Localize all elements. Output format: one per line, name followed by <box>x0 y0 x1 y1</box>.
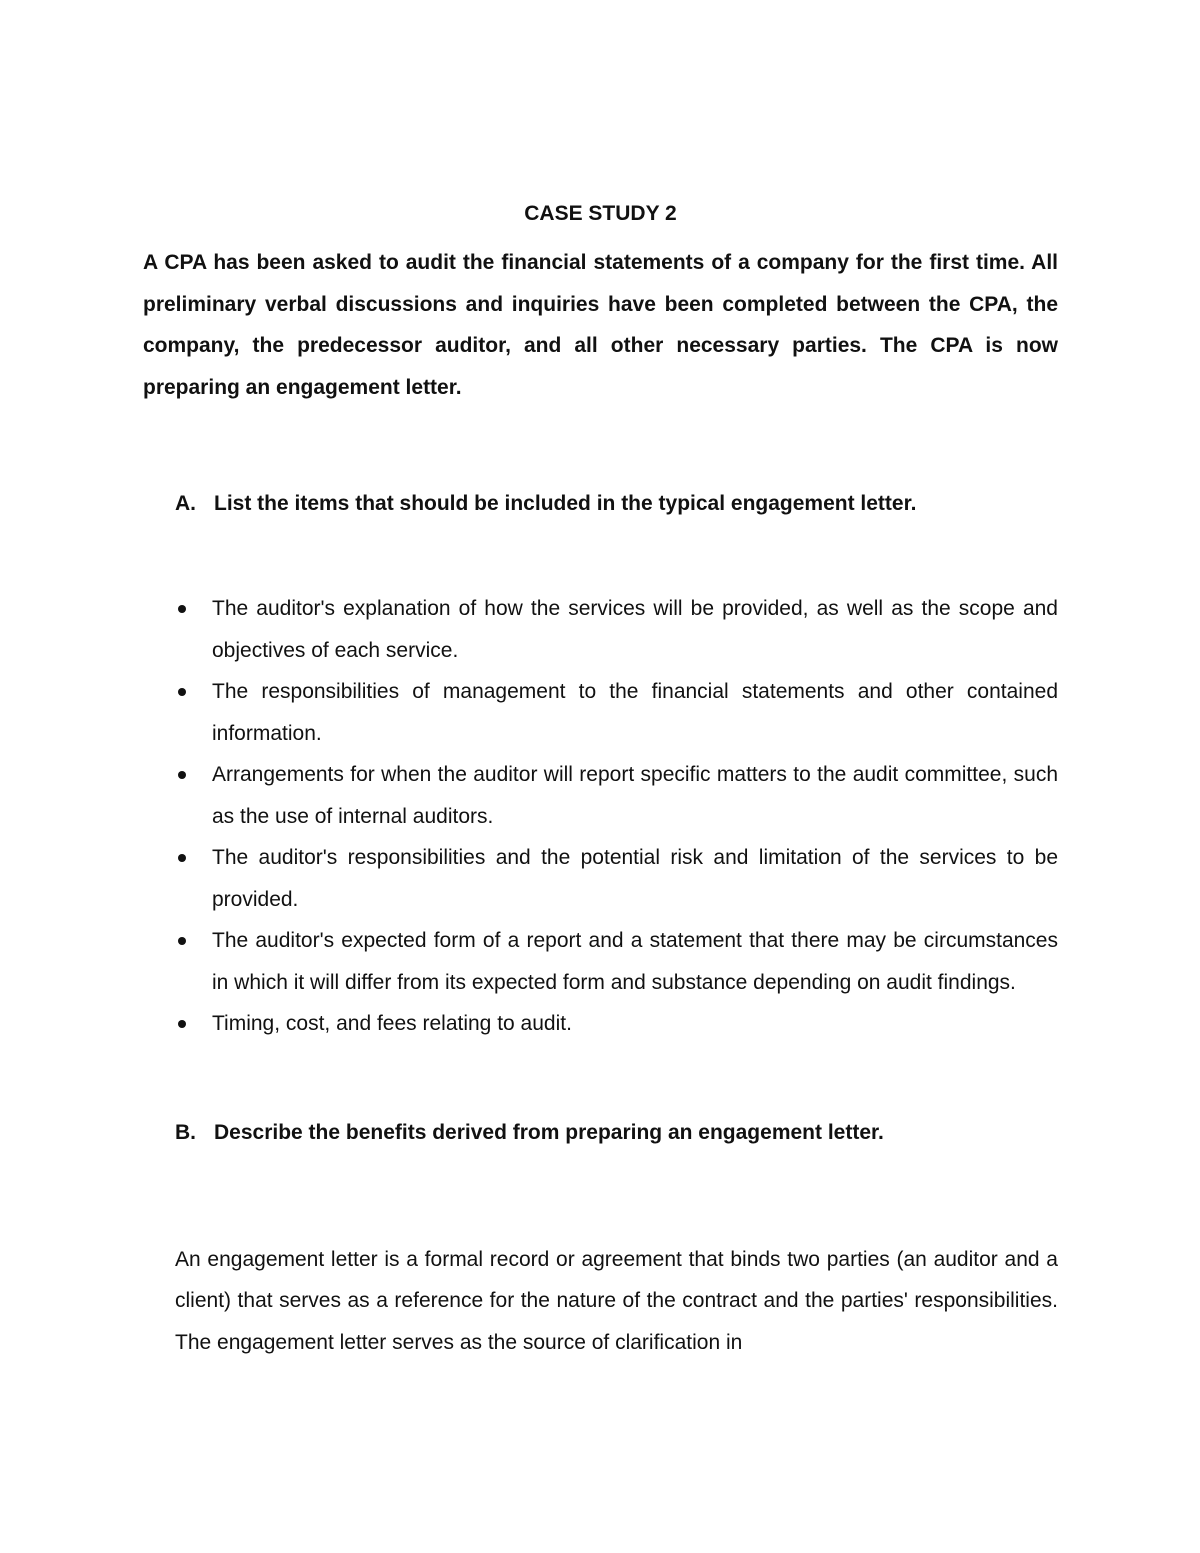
list-item <box>143 588 1058 671</box>
question-b-text: Describe the benefits derived from preparing an engagement letter. <box>214 1120 884 1144</box>
answer-b-paragraph: An engagement letter is a formal record or agreement that binds two parties (an auditor and a client) that serves as a reference for the nature of the contract and the parties' responsibilities. The engagement letter serves as the source of clarification in <box>175 1247 1058 1354</box>
list-item-text: The auditor's explanation of how the services will be provided, as well as the scope and objectives of each service. <box>212 597 1058 662</box>
engagement-letter-items-list <box>143 588 1058 1045</box>
list-item <box>143 671 1058 754</box>
list-item <box>143 837 1058 920</box>
list-item-text: The responsibilities of management to the financial statements and other contained information. <box>212 680 1058 745</box>
bullet-icon <box>176 588 188 630</box>
bullet-icon <box>176 754 188 796</box>
document-content <box>143 196 1058 1363</box>
question-a <box>143 488 1058 520</box>
question-b <box>143 1117 1058 1149</box>
case-intro-paragraph: A CPA has been asked to audit the financial statements of a company for the first time. All preliminary verbal discussions and inquiries have been completed between the CPA, the company, the predecessor auditor, and all other necessary parties. The CPA is now preparing an engagement letter. <box>143 251 1058 399</box>
case-study-title: CASE STUDY 2 <box>524 202 677 225</box>
question-a-letter: A. <box>175 492 196 515</box>
list-item-text: Arrangements for when the auditor will report specific matters to the audit committee, such as the use of internal auditors. <box>212 763 1058 828</box>
question-a-text: List the items that should be included in the typical engagement letter. <box>214 492 917 515</box>
list-item-text: The auditor's responsibilities and the potential risk and limitation of the services to be provided. <box>212 846 1058 911</box>
bullet-icon <box>176 837 188 879</box>
list-item <box>143 1003 1058 1045</box>
bullet-icon <box>176 920 188 962</box>
list-item <box>143 754 1058 837</box>
question-b-letter: B. <box>175 1120 196 1144</box>
bullet-icon <box>176 1003 188 1045</box>
list-item-text: Timing, cost, and fees relating to audit. <box>212 1012 572 1035</box>
list-item <box>143 920 1058 1003</box>
list-item-text: The auditor's expected form of a report and a statement that there may be circumstances in which it will differ from its expected form and substance depending on audit findings. <box>212 929 1058 994</box>
bullet-icon <box>176 671 188 713</box>
